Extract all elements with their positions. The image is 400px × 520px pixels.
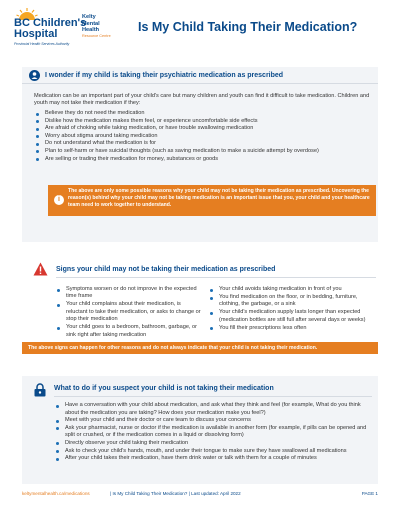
list-item: Meet with your child and their doctor or care team to discuss your concerns bbox=[54, 417, 372, 425]
footer-url[interactable]: keltymentalhealth.ca/medications bbox=[22, 491, 90, 496]
page-footer bbox=[22, 491, 378, 499]
kelty-logo bbox=[82, 14, 134, 39]
divider bbox=[56, 277, 376, 278]
list-item: Your child complains about their medication, is reluctant to take their medication, or asks to change or stop their medication bbox=[55, 301, 203, 323]
list-item: Ask your pharmacist, nurse or doctor if the medication is available in another form (for example, if pills can be opened and split or crushed, or if the medication comes in a liquid or dissolving form) bbox=[54, 425, 372, 440]
signs-note-band bbox=[22, 342, 378, 354]
section-reasons-intro: Medication can be an important part of your child's care but many children and youth can find it difficult to take medication. Children and youth may not take their medication if they: bbox=[34, 93, 370, 107]
lock-icon bbox=[34, 383, 46, 397]
logo-line2: Hospital bbox=[14, 28, 58, 40]
kelty-line-3: Health bbox=[82, 27, 100, 33]
list-item: Believe they do not need the medication bbox=[34, 110, 372, 118]
page-title: Is My Child Taking Their Medication? bbox=[138, 20, 358, 34]
list-item: Your child's medication supply lasts longer than expected (medication bottles are still full after several days or weeks) bbox=[208, 309, 376, 324]
list-item: Symptoms worsen or do not improve in the expected time frame bbox=[55, 286, 203, 301]
person-thought-icon bbox=[29, 70, 40, 81]
kelty-line-2: Mental bbox=[82, 20, 100, 27]
kelty-sub: Resource Centre bbox=[82, 33, 111, 38]
list-item: Directly observe your child taking their medication bbox=[54, 440, 372, 448]
section-reasons-header bbox=[22, 67, 378, 84]
list-item: You find medication on the floor, or in bedding, furniture, clothing, the garbage, or a sink bbox=[208, 294, 376, 309]
bc-childrens-hospital-logo bbox=[14, 8, 87, 46]
section-signs-title: Signs your child may not be taking their medication as prescribed bbox=[56, 266, 276, 273]
reasons-note-text: The above are only some possible reasons why your child may not be taking their medication as prescribed. Uncovering the reason(s) behind why your child may not be taking medication is an important issue that you, your child and your healthcare team need to work together to understand. bbox=[68, 188, 370, 208]
divider bbox=[54, 396, 372, 397]
list-item: Are selling or trading their medication for money, substances or goods bbox=[34, 156, 372, 164]
list-item: After your child takes their medication, have them drink water or talk with them for a couple of minutes bbox=[54, 455, 372, 463]
page-number: PAGE 1 bbox=[361, 491, 378, 496]
section-what-to-do-title: What to do if you suspect your child is not taking their medication bbox=[54, 385, 274, 392]
info-icon: i bbox=[54, 195, 64, 205]
what-to-do-list bbox=[54, 402, 372, 463]
list-item: Worry about stigma around taking medication bbox=[34, 133, 372, 141]
list-item: Do not understand what the medication is for bbox=[34, 140, 372, 148]
signs-list-left bbox=[55, 286, 203, 340]
list-item: Are afraid of choking while taking medication, or have trouble swallowing medication bbox=[34, 125, 372, 133]
signs-list-right bbox=[208, 286, 376, 333]
page-header bbox=[0, 0, 400, 52]
footer-doc-info: | Is My Child Taking Their Medication? | Last updated: April 2022 bbox=[110, 491, 241, 496]
signs-note-text: The above signs can happen for other reasons and do not always indicate that your child is not taking their medication. bbox=[28, 345, 318, 351]
kelty-line-1: Kelty bbox=[82, 14, 96, 20]
list-item: Your child goes to a bedroom, bathroom, garbage, or sink right after taking medication bbox=[55, 324, 203, 339]
reasons-list bbox=[34, 110, 372, 163]
logo-line1: BC Children's bbox=[14, 17, 87, 29]
warning-icon bbox=[33, 262, 48, 276]
list-item: Your child avoids taking medication in front of you bbox=[208, 286, 376, 293]
list-item: Have a conversation with your child about medication, and ask what they think and feel (for example, What do you think about the medication you are taking? How does your medication make you feel?) bbox=[54, 402, 372, 417]
list-item: Ask to check your child's hands, mouth, and under their tongue to make sure they have swallowed all medications bbox=[54, 448, 372, 456]
list-item: Plan to self-harm or have suicidal thoughts (such as saving medication to make a suicide attempt by overdose) bbox=[34, 148, 372, 156]
section-reasons-title: I wonder if my child is taking their psychiatric medication as prescribed bbox=[45, 72, 284, 79]
reasons-note-box bbox=[48, 185, 376, 216]
logo-tagline: Provincial Health Services Authority bbox=[14, 42, 70, 46]
list-item: Dislike how the medication makes them feel, or experience uncomfortable side effects bbox=[34, 118, 372, 126]
section-what-to-do bbox=[22, 376, 378, 484]
list-item: You fill their prescriptions less often bbox=[208, 325, 376, 332]
